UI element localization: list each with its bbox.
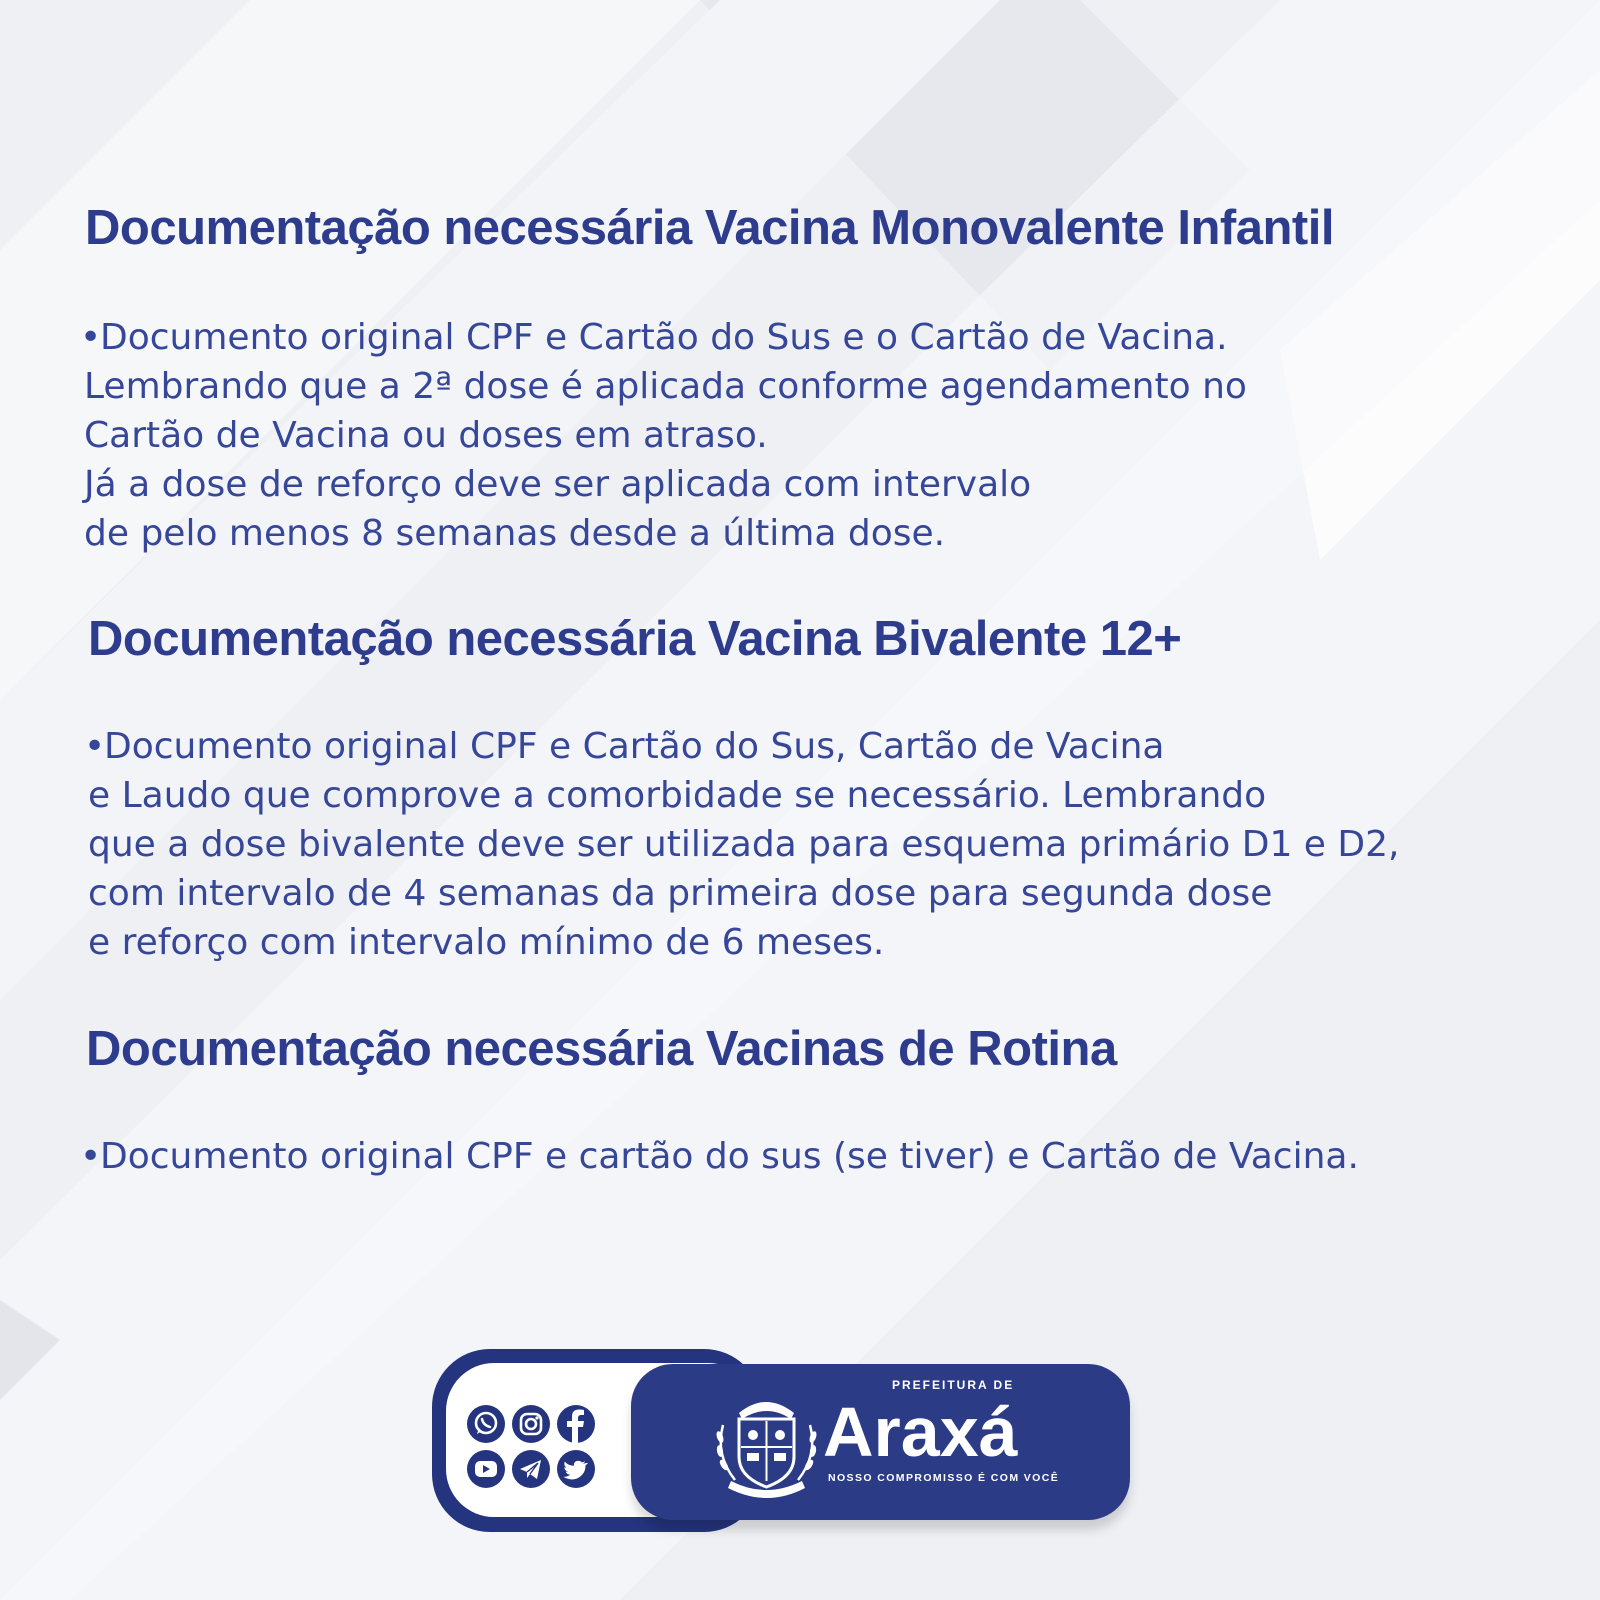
brand-name: Araxá [823,1393,1018,1471]
brand-top-label: PREFEITURA DE [892,1378,1015,1392]
araxa-seal-icon [709,1385,824,1500]
twitter-icon[interactable] [556,1449,596,1489]
prefeitura-logo-badge [631,1364,1130,1520]
item-line: Documento original CPF e cartão do sus (se tiver) e Cartão de Vacina. [100,1136,1359,1177]
bullet-icon: • [84,726,106,767]
item-line: Documento original CPF e Cartão do Sus e o Cartão de Vacina. [100,317,1228,358]
instagram-icon[interactable] [511,1404,551,1444]
heading-monovalente: Documentação necessária Vacina Monovalente Infantil [85,201,1334,255]
item-line: Documento original CPF e Cartão do Sus, Cartão de Vacina [104,726,1165,767]
item-line: Cartão de Vacina ou doses em atraso. [84,415,768,456]
item-line: com intervalo de 4 semanas da primeira dose para segunda dose [88,873,1273,914]
item-line: de pelo menos 8 semanas desde a última dose. [84,513,946,554]
bullet-icon: • [80,1136,102,1177]
heading-bivalente: Documentação necessária Vacina Bivalente 12+ [88,612,1182,666]
item-line: Já a dose de reforço deve ser aplicada com intervalo [84,464,1032,505]
whatsapp-icon[interactable] [466,1404,506,1444]
list-item-bivalente [84,722,1399,967]
list-item-monovalente [80,313,1247,558]
item-line: que a dose bivalente deve ser utilizada para esquema primário D1 e D2, [88,824,1400,865]
item-line: e reforço com intervalo mínimo de 6 meses. [88,922,885,963]
heading-rotina: Documentação necessária Vacinas de Rotina [86,1022,1117,1076]
brand-slogan: NOSSO COMPROMISSO É COM VOCÊ [828,1472,1060,1484]
telegram-icon[interactable] [511,1449,551,1489]
facebook-icon[interactable] [556,1404,596,1444]
bullet-icon: • [80,317,102,358]
youtube-icon[interactable] [466,1449,506,1489]
item-line: e Laudo que comprove a comorbidade se necessário. Lembrando [88,775,1267,816]
list-item-rotina [80,1132,1359,1181]
item-line: Lembrando que a 2ª dose é aplicada conforme agendamento no [84,366,1247,407]
